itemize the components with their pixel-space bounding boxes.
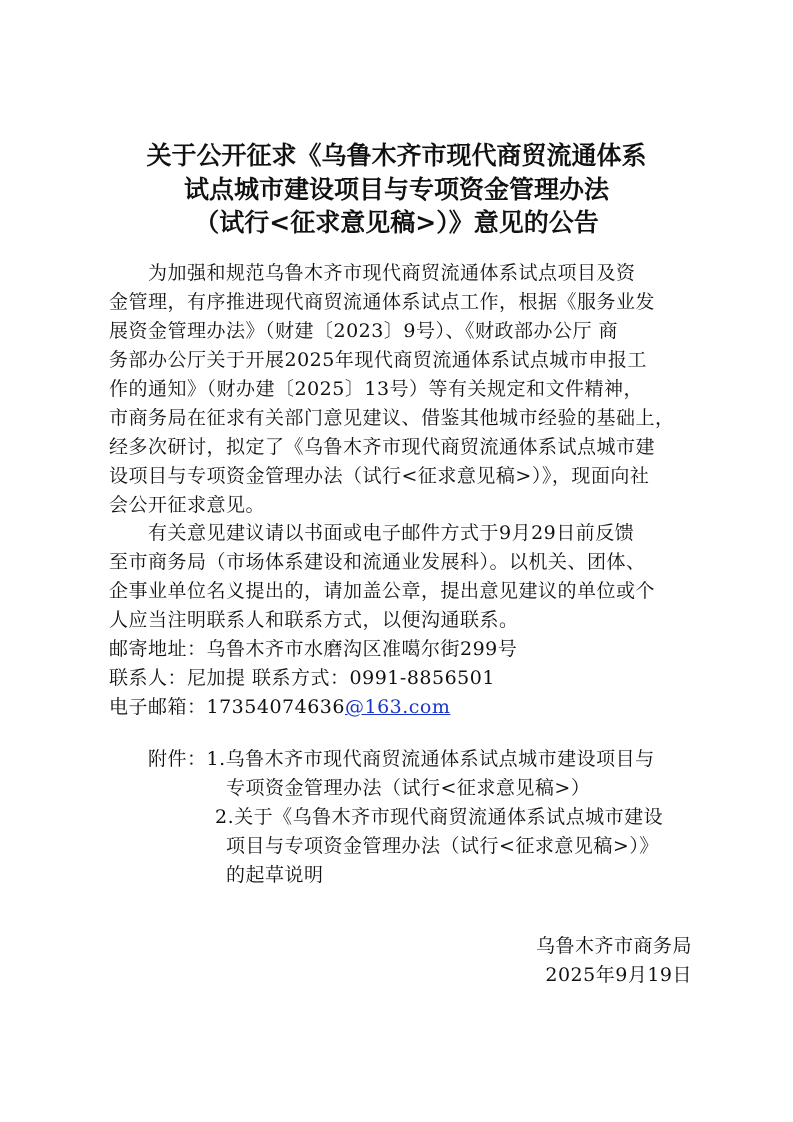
body-para2-line: 有关意见建议请以书面或电子邮件方式于9月29日前反馈 <box>148 522 635 544</box>
contact-person: 联系人：尼加提 联系方式：0991-8856501 <box>109 667 495 689</box>
body-para1-line: 展资金管理办法》（财建〔2023〕9号）、《财政部办公厅 商 <box>109 320 618 342</box>
contact-email-prefix: 电子邮箱：17354074636 <box>109 696 345 718</box>
attachment-2-line: 2.关于《乌鲁木齐市现代商贸流通体系试点城市建设 <box>215 806 664 828</box>
body-para1-line: 市商务局在征求有关部门意见建议、借鉴其他城市经验的基础上， <box>109 407 675 429</box>
body-para2-line: 至市商务局（市场体系建设和流通业发展科）。以机关、团体、 <box>109 551 646 573</box>
contact-address: 邮寄地址：乌鲁木齐市水磨沟区准噶尔街299号 <box>109 638 518 660</box>
body-para1-line: 设项目与专项资金管理办法（试行<征求意见稿>）》，现面向社 <box>109 465 650 487</box>
signature-date: 2025年9月19日 <box>545 964 692 986</box>
body-para2-line: 企事业单位名义提出的，请加盖公章，提出意见建议的单位或个 <box>109 580 656 602</box>
body-para1-line: 经多次研讨，拟定了《乌鲁木齐市现代商贸流通体系试点城市建 <box>109 436 656 458</box>
email-link[interactable]: @163.com <box>344 696 451 718</box>
attachment-1-line: 附件：1.乌鲁木齐市现代商贸流通体系试点城市建设项目与 <box>148 748 655 770</box>
attachment-1-line: 专项资金管理办法（试行<征求意见稿>） <box>226 777 591 799</box>
body-para1-line: 务部办公厅关于开展2025年现代商贸流通体系试点城市申报工 <box>109 349 647 371</box>
body-para2-line: 人应当注明联系人和联系方式，以便沟通联系。 <box>109 609 519 631</box>
attachment-2-line: 的起草说明 <box>226 864 324 886</box>
body-para1-line: 作的通知》（财办建〔2025〕13号）等有关规定和文件精神， <box>109 378 644 400</box>
signature-org: 乌鲁木齐市商务局 <box>535 935 692 957</box>
doc-title-line-3: （试行<征求意见稿>）》意见的公告 <box>194 208 599 237</box>
doc-title-line-2: 试点城市建设项目与专项资金管理办法 <box>183 175 609 204</box>
body-para1-line: 金管理，有序推进现代商贸流通体系试点工作，根据《服务业发 <box>109 291 656 313</box>
contact-email <box>109 698 450 717</box>
body-para1-line: 为加强和规范乌鲁木齐市现代商贸流通体系试点项目及资 <box>148 262 636 284</box>
attachment-2-line: 项目与专项资金管理办法（试行<征求意见稿>）》 <box>226 835 659 857</box>
doc-title-line-1: 关于公开征求《乌鲁木齐市现代商贸流通体系 <box>146 141 647 170</box>
body-para1-line: 会公开征求意见。 <box>109 494 266 516</box>
